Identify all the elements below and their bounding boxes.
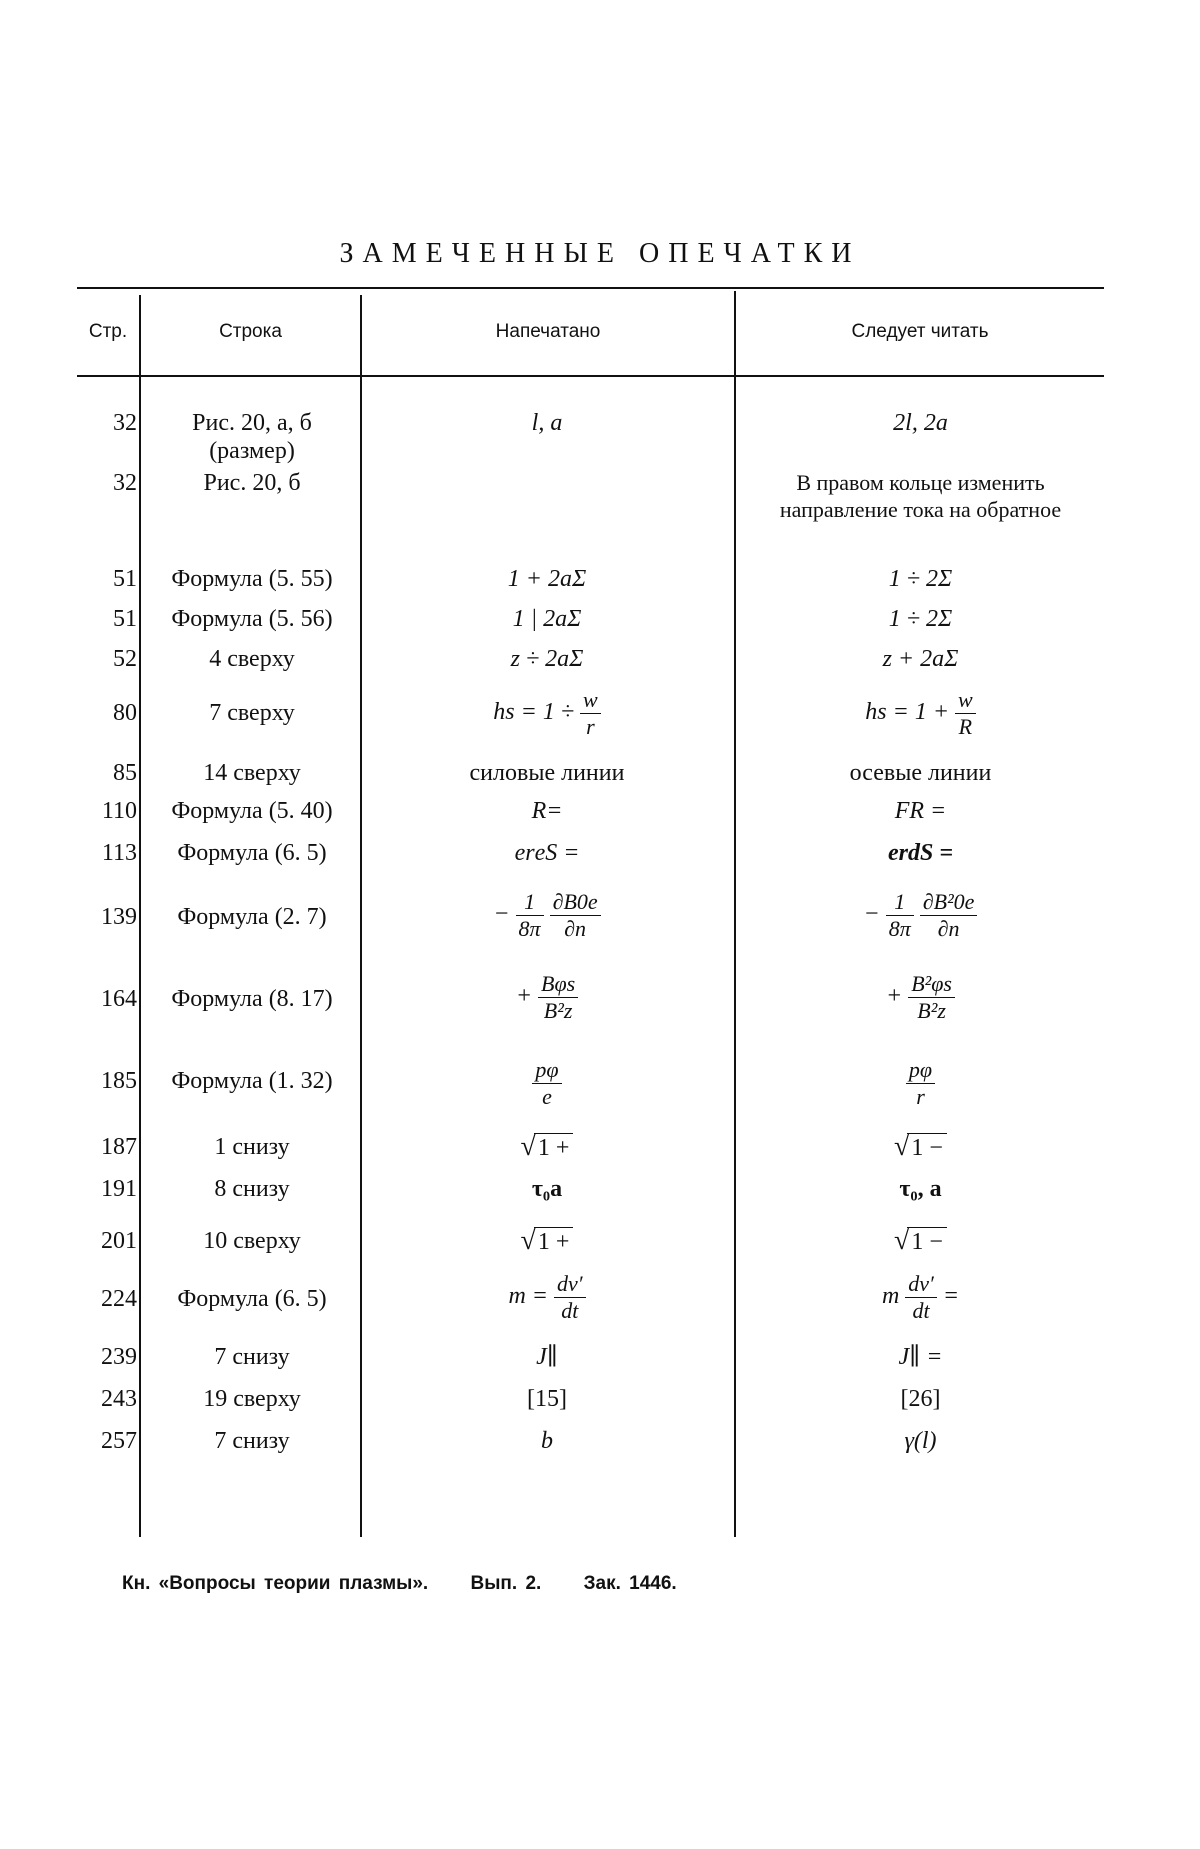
page-number: 32 — [113, 410, 137, 436]
formula-lhs: m = — [508, 1283, 548, 1310]
sqrt-icon: √ — [520, 1225, 536, 1256]
fraction — [554, 1271, 586, 1324]
fraction — [920, 889, 978, 942]
numerator: 1 — [886, 889, 914, 916]
numerator: dv′ — [905, 1271, 937, 1298]
denominator: B²z — [543, 998, 573, 1023]
correct-formula — [737, 971, 1104, 1024]
page-title: ЗАМЕЧЕННЫЕ ОПЕЧАТКИ — [339, 238, 861, 269]
page-number: 239 — [101, 1344, 137, 1370]
denominator: ∂n — [564, 916, 587, 941]
page-number: 201 — [101, 1228, 137, 1254]
printed-formula — [362, 1133, 732, 1162]
header-correct: Следует читать — [851, 321, 989, 342]
page-number: 224 — [101, 1286, 137, 1312]
table-row — [77, 1271, 1104, 1343]
table-row — [77, 687, 1104, 759]
numerator: ∂B²0e — [920, 889, 978, 916]
printed-text: [15] — [527, 1386, 567, 1412]
printed-formula — [362, 1271, 732, 1324]
table-row — [77, 971, 1104, 1063]
table-row — [77, 605, 1104, 645]
printed-text: b — [541, 1428, 553, 1454]
correct-text: z + 2aΣ — [882, 646, 959, 672]
printed-formula — [362, 687, 732, 740]
fraction — [550, 889, 601, 942]
line-ref: Формула (2. 7) — [177, 904, 327, 930]
numerator: B²φs — [908, 971, 955, 998]
radicand: 1 − — [907, 1133, 947, 1162]
denominator: r — [916, 1084, 925, 1109]
denominator: R — [958, 714, 973, 739]
printed-formula — [362, 1227, 732, 1256]
printed-formula — [362, 889, 732, 942]
line-ref: 7 сверху — [209, 700, 295, 726]
page-number: 51 — [113, 566, 137, 592]
line-ref: 8 снизу — [214, 1176, 290, 1202]
printed-text: 1 | 2aΣ — [512, 606, 582, 632]
denominator: dt — [912, 1298, 930, 1323]
correct-text: FR = — [894, 798, 947, 824]
table-row — [77, 797, 1104, 839]
denominator: 8π — [888, 916, 911, 941]
line-ref: Рис. 20, б — [203, 470, 301, 496]
printed-text: 1 + 2aΣ — [507, 566, 587, 592]
line-ref: 14 сверху — [203, 760, 301, 786]
line-ref: 7 снизу — [214, 1428, 290, 1454]
fraction — [538, 971, 578, 1024]
table-row — [77, 1175, 1104, 1227]
numerator: dv′ — [554, 1271, 586, 1298]
page-number: 110 — [101, 798, 137, 824]
line-ref: 7 снизу — [214, 1344, 290, 1370]
table-row — [77, 565, 1104, 605]
correct-text: В правом кольце изменить направление тока на обратное — [779, 470, 1062, 522]
formula-lhs: − — [493, 901, 510, 928]
line-ref: Формула (1. 32) — [171, 1068, 333, 1094]
line-ref: Формула (5. 55) — [171, 566, 333, 592]
correct-text: 1 ÷ 2Σ — [888, 566, 953, 592]
correct-formula — [737, 889, 1104, 942]
denominator: 8π — [518, 916, 541, 941]
printed-text: силовые линии — [469, 760, 625, 786]
numerator: pφ — [532, 1057, 561, 1084]
table-body — [77, 409, 1104, 1469]
page-number: 32 — [113, 470, 137, 496]
denominator: dt — [561, 1298, 579, 1323]
table-row — [77, 759, 1104, 797]
correct-formula — [737, 1227, 1104, 1256]
formula-lhs: hs = 1 + — [865, 699, 950, 726]
printed-text: erеS = — [514, 840, 580, 866]
page-number: 113 — [101, 840, 137, 866]
sqrt-icon: √ — [520, 1131, 536, 1162]
line-ref: 1 снизу — [214, 1134, 290, 1160]
footer-book: Кн. «Вопросы теории плазмы». — [122, 1573, 429, 1594]
table-row — [77, 1385, 1104, 1427]
printed-text: R= — [531, 798, 563, 824]
denominator: e — [542, 1084, 552, 1109]
table-row — [77, 1133, 1104, 1175]
correct-text: γ(l) — [904, 1428, 937, 1454]
radicand: 1 + — [534, 1133, 574, 1162]
printed-formula — [362, 1057, 732, 1110]
formula-lhs: m — [881, 1283, 900, 1310]
denominator: B²z — [917, 998, 946, 1023]
numerator: Bφs — [538, 971, 578, 998]
page-number: 51 — [113, 606, 137, 632]
radicand: 1 − — [907, 1227, 947, 1256]
line-ref: 4 сверху — [209, 646, 295, 672]
page-number: 185 — [101, 1068, 137, 1094]
page-number: 257 — [101, 1428, 137, 1454]
numerator: w — [955, 687, 976, 714]
line-ref: Формула (6. 5) — [177, 840, 327, 866]
page-number: 187 — [101, 1134, 137, 1160]
numerator: ∂B0e — [550, 889, 601, 916]
table-row — [77, 889, 1104, 975]
line-ref: Рис. 20, а, б (размер) — [192, 410, 312, 464]
line-ref: Формула (5. 56) — [171, 606, 333, 632]
page-number: 85 — [113, 760, 137, 786]
fraction — [580, 687, 601, 740]
footer-issue: Вып. 2. — [470, 1573, 542, 1594]
printed-formula — [362, 971, 732, 1024]
correct-text: 1 ÷ 2Σ — [888, 606, 953, 632]
page-number: 80 — [113, 700, 137, 726]
line-ref: 19 сверху — [203, 1386, 301, 1412]
page-number: 52 — [113, 646, 137, 672]
footer-order: Зак. 1446. — [583, 1573, 677, 1594]
printed-text: l, a — [531, 410, 563, 436]
fraction — [955, 687, 976, 740]
page-number: 243 — [101, 1386, 137, 1412]
correct-formula — [737, 1057, 1104, 1110]
denominator: ∂n — [937, 916, 960, 941]
fraction — [908, 971, 955, 1024]
header-page: Стр. — [88, 321, 128, 342]
table-row — [77, 409, 1104, 469]
formula-lhs: − — [863, 901, 880, 928]
line-ref: Формула (8. 17) — [171, 986, 333, 1012]
correct-formula — [737, 687, 1104, 740]
correct-text: erdS = — [887, 840, 953, 866]
correct-formula — [737, 1133, 1104, 1162]
denominator: r — [586, 714, 595, 739]
correct-text: [26] — [900, 1386, 941, 1412]
footer-imprint — [122, 1573, 711, 1595]
table-top-rule — [77, 287, 1104, 289]
header-line: Строка — [219, 321, 282, 342]
printed-text: τ₀a — [531, 1176, 563, 1202]
page-number: 164 — [101, 986, 137, 1012]
sqrt-icon: √ — [894, 1225, 910, 1256]
line-ref: 10 сверху — [203, 1228, 301, 1254]
fraction — [532, 1057, 561, 1110]
fraction — [906, 1057, 935, 1110]
printed-text: J∥ — [536, 1344, 558, 1370]
line-ref: Формула (5. 40) — [171, 798, 333, 824]
numerator: w — [580, 687, 601, 714]
table-row — [77, 839, 1104, 889]
correct-text: τ₀, a — [899, 1176, 942, 1202]
sqrt-icon: √ — [894, 1131, 910, 1162]
formula-lhs: + — [515, 983, 533, 1010]
table-row — [77, 1057, 1104, 1133]
header-printed: Напечатано — [495, 321, 601, 342]
correct-text: J∥ = — [898, 1344, 943, 1370]
page-number: 139 — [101, 904, 137, 930]
formula-rhs: = — [942, 1283, 960, 1310]
numerator: 1 — [516, 889, 544, 916]
formula-lhs: hs = 1 ÷ — [493, 699, 575, 726]
formula-lhs: + — [886, 983, 903, 1010]
radicand: 1 + — [534, 1227, 574, 1256]
fraction — [516, 889, 544, 942]
page-number: 191 — [101, 1176, 137, 1202]
header-bottom-rule — [77, 375, 1104, 377]
numerator: pφ — [906, 1057, 935, 1084]
table-row — [77, 1427, 1104, 1469]
correct-text: осевые линии — [849, 760, 992, 786]
line-ref: Формула (6. 5) — [177, 1286, 327, 1312]
fraction — [905, 1271, 937, 1324]
table-row — [77, 1343, 1104, 1385]
correct-text: 2l, 2a — [893, 410, 948, 436]
fraction — [886, 889, 914, 942]
printed-text: z ÷ 2aΣ — [510, 646, 584, 672]
correct-formula — [737, 1271, 1104, 1324]
table-row — [77, 469, 1104, 565]
